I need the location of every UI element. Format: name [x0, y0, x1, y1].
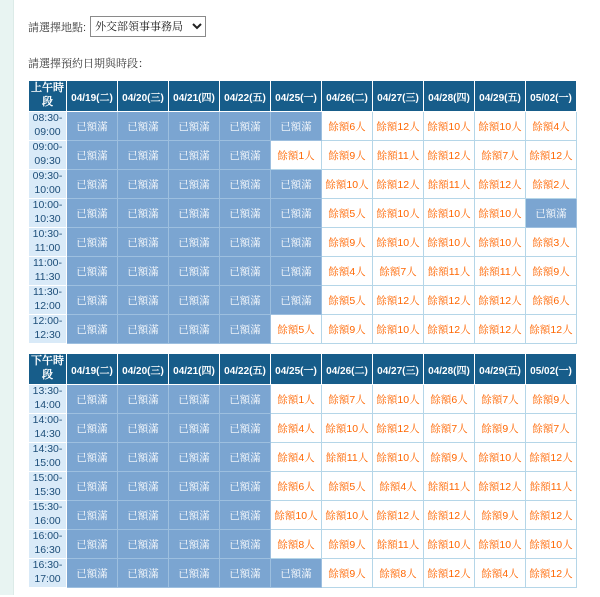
- slot-full: 已額滿: [67, 141, 118, 170]
- slot-open[interactable]: 餘額10人: [322, 414, 373, 443]
- slot-open[interactable]: 餘額1人: [271, 385, 322, 414]
- time-range: 14:00- 14:30: [29, 414, 67, 443]
- slot-full: 已額滿: [169, 530, 220, 559]
- time-range: 12:00- 12:30: [29, 315, 67, 344]
- date-header: 04/27(三): [373, 354, 424, 385]
- slot-open[interactable]: 餘額9人: [526, 257, 577, 286]
- time-range: 15:00- 15:30: [29, 472, 67, 501]
- slot-open[interactable]: 餘額12人: [526, 501, 577, 530]
- time-range: 08:30- 09:00: [29, 112, 67, 141]
- slot-open[interactable]: 餘額11人: [526, 472, 577, 501]
- slot-open[interactable]: 餘額4人: [271, 414, 322, 443]
- slot-open[interactable]: 餘額12人: [526, 559, 577, 588]
- date-header: 04/28(四): [424, 81, 475, 112]
- date-header: 05/02(一): [526, 81, 577, 112]
- slot-full: 已額滿: [67, 385, 118, 414]
- slot-open[interactable]: 餘額12人: [526, 443, 577, 472]
- slot-full: 已額滿: [220, 199, 271, 228]
- slot-open[interactable]: 餘額2人: [526, 170, 577, 199]
- slot-full: 已額滿: [67, 501, 118, 530]
- slot-open[interactable]: 餘額4人: [373, 472, 424, 501]
- slot-full: 已額滿: [118, 530, 169, 559]
- slot-open[interactable]: 餘額10人: [424, 199, 475, 228]
- slot-full: 已額滿: [67, 472, 118, 501]
- slot-open[interactable]: 餘額10人: [322, 170, 373, 199]
- slot-full: 已額滿: [67, 530, 118, 559]
- location-form-row: [28, 16, 588, 37]
- date-header: 04/26(二): [322, 81, 373, 112]
- slot-full: 已額滿: [118, 228, 169, 257]
- slot-full: 已額滿: [220, 286, 271, 315]
- slot-full: 已額滿: [220, 559, 271, 588]
- slot-open[interactable]: 餘額11人: [373, 141, 424, 170]
- slot-open[interactable]: 餘額5人: [322, 472, 373, 501]
- slot-open[interactable]: 餘額10人: [424, 228, 475, 257]
- slot-open[interactable]: 餘額10人: [373, 199, 424, 228]
- slot-open[interactable]: 餘額10人: [475, 530, 526, 559]
- slot-open[interactable]: 餘額10人: [373, 315, 424, 344]
- date-header: 04/19(二): [67, 81, 118, 112]
- slot-open[interactable]: 餘額5人: [271, 315, 322, 344]
- slot-full: 已額滿: [118, 385, 169, 414]
- slot-row: [29, 112, 577, 141]
- slot-row: [29, 385, 577, 414]
- date-header: 04/25(一): [271, 81, 322, 112]
- slot-open[interactable]: 餘額12人: [373, 501, 424, 530]
- slot-open[interactable]: 餘額4人: [526, 112, 577, 141]
- header-row: [29, 354, 577, 385]
- booking-content: [28, 0, 588, 597]
- time-range: 10:00- 10:30: [29, 199, 67, 228]
- slot-open[interactable]: 餘額7人: [526, 414, 577, 443]
- slot-open[interactable]: 餘額10人: [373, 443, 424, 472]
- slot-full: 已額滿: [67, 286, 118, 315]
- slot-row: [29, 199, 577, 228]
- date-header: 04/22(五): [220, 354, 271, 385]
- slot-full: 已額滿: [67, 170, 118, 199]
- time-period-header: 下午時段: [29, 354, 67, 385]
- slot-full: 已額滿: [169, 112, 220, 141]
- date-header: 04/25(一): [271, 354, 322, 385]
- date-header: 04/28(四): [424, 354, 475, 385]
- time-range: 16:00- 16:30: [29, 530, 67, 559]
- slot-full: 已額滿: [169, 286, 220, 315]
- slot-full: 已額滿: [118, 472, 169, 501]
- slot-full: 已額滿: [271, 257, 322, 286]
- time-range: 09:00- 09:30: [29, 141, 67, 170]
- time-range: 16:30- 17:00: [29, 559, 67, 588]
- slot-row: [29, 443, 577, 472]
- date-header: 05/02(一): [526, 354, 577, 385]
- slot-open[interactable]: 餘額7人: [322, 385, 373, 414]
- slot-open[interactable]: 餘額11人: [424, 257, 475, 286]
- slot-open[interactable]: 餘額9人: [322, 559, 373, 588]
- slot-open[interactable]: 餘額10人: [475, 199, 526, 228]
- slot-open[interactable]: 餘額10人: [373, 385, 424, 414]
- slot-open[interactable]: 餘額4人: [271, 443, 322, 472]
- slot-open[interactable]: 餘額12人: [526, 141, 577, 170]
- slot-open[interactable]: 餘額11人: [475, 257, 526, 286]
- time-range: 15:30- 16:00: [29, 501, 67, 530]
- date-header: 04/20(三): [118, 354, 169, 385]
- slot-full: 已額滿: [67, 443, 118, 472]
- slot-open[interactable]: 餘額10人: [526, 530, 577, 559]
- slot-full: 已額滿: [271, 199, 322, 228]
- slot-open[interactable]: 餘額8人: [373, 559, 424, 588]
- slot-open[interactable]: 餘額9人: [322, 141, 373, 170]
- date-header: 04/21(四): [169, 354, 220, 385]
- slot-full: 已額滿: [118, 443, 169, 472]
- slot-full: 已額滿: [220, 472, 271, 501]
- slot-open[interactable]: 餘額12人: [475, 315, 526, 344]
- slot-full: 已額滿: [169, 414, 220, 443]
- slot-open[interactable]: 餘額8人: [271, 530, 322, 559]
- slot-open[interactable]: 餘額10人: [424, 530, 475, 559]
- slot-row: [29, 286, 577, 315]
- slot-open[interactable]: 餘額9人: [424, 443, 475, 472]
- slot-full: 已額滿: [118, 559, 169, 588]
- slot-open[interactable]: 餘額10人: [475, 443, 526, 472]
- slot-open[interactable]: 餘額11人: [373, 530, 424, 559]
- slot-open[interactable]: 餘額12人: [373, 170, 424, 199]
- date-header: 04/29(五): [475, 81, 526, 112]
- slot-full: 已額滿: [271, 112, 322, 141]
- slot-open[interactable]: 餘額12人: [424, 501, 475, 530]
- slot-open[interactable]: 餘額11人: [424, 472, 475, 501]
- slot-full: 已額滿: [118, 286, 169, 315]
- slot-full: 已額滿: [67, 199, 118, 228]
- slot-open[interactable]: 餘額5人: [322, 286, 373, 315]
- slot-full: 已額滿: [526, 199, 577, 228]
- time-range: 11:00- 11:30: [29, 257, 67, 286]
- slot-open[interactable]: 餘額6人: [271, 472, 322, 501]
- slot-full: 已額滿: [271, 559, 322, 588]
- slot-open[interactable]: 餘額11人: [424, 170, 475, 199]
- slot-open[interactable]: 餘額12人: [373, 112, 424, 141]
- slot-row: [29, 530, 577, 559]
- time-range: 09:30- 10:00: [29, 170, 67, 199]
- slot-open[interactable]: 餘額7人: [424, 414, 475, 443]
- slot-row: [29, 414, 577, 443]
- date-header: 04/20(三): [118, 81, 169, 112]
- slot-open[interactable]: 餘額12人: [475, 472, 526, 501]
- slot-open[interactable]: 餘額4人: [322, 257, 373, 286]
- date-header: 04/22(五): [220, 81, 271, 112]
- location-select[interactable]: [90, 16, 206, 37]
- slot-full: 已額滿: [118, 141, 169, 170]
- date-header: 04/19(二): [67, 354, 118, 385]
- slot-full: 已額滿: [220, 112, 271, 141]
- slot-full: 已額滿: [169, 501, 220, 530]
- slot-open[interactable]: 餘額10人: [475, 228, 526, 257]
- slot-full: 已額滿: [67, 257, 118, 286]
- slot-open[interactable]: 餘額10人: [424, 112, 475, 141]
- page-left-margin-strip: [0, 0, 14, 595]
- date-header: 04/21(四): [169, 81, 220, 112]
- slot-full: 已額滿: [271, 286, 322, 315]
- slot-full: 已額滿: [220, 170, 271, 199]
- slot-open[interactable]: 餘額12人: [526, 315, 577, 344]
- time-range: 14:30- 15:00: [29, 443, 67, 472]
- slot-full: 已額滿: [118, 170, 169, 199]
- slot-full: 已額滿: [169, 315, 220, 344]
- date-header: 04/26(二): [322, 354, 373, 385]
- slot-full: 已額滿: [220, 443, 271, 472]
- slot-open[interactable]: 餘額9人: [322, 530, 373, 559]
- slot-open[interactable]: 餘額1人: [271, 141, 322, 170]
- slot-open[interactable]: 餘額12人: [373, 414, 424, 443]
- slot-row: [29, 141, 577, 170]
- slot-open[interactable]: 餘額5人: [322, 199, 373, 228]
- slot-open[interactable]: 餘額12人: [475, 170, 526, 199]
- slot-open[interactable]: 餘額12人: [424, 141, 475, 170]
- slot-full: 已額滿: [169, 559, 220, 588]
- slot-full: 已額滿: [220, 228, 271, 257]
- slot-full: 已額滿: [67, 559, 118, 588]
- slot-full: 已額滿: [271, 228, 322, 257]
- slot-open[interactable]: 餘額4人: [475, 559, 526, 588]
- slot-open[interactable]: 餘額10人: [271, 501, 322, 530]
- slot-row: [29, 257, 577, 286]
- slot-full: 已額滿: [169, 170, 220, 199]
- slot-full: 已額滿: [169, 257, 220, 286]
- slot-full: 已額滿: [118, 257, 169, 286]
- slot-open[interactable]: 餘額11人: [322, 443, 373, 472]
- slot-full: 已額滿: [118, 414, 169, 443]
- time-range: 11:30- 12:00: [29, 286, 67, 315]
- date-header: 04/29(五): [475, 354, 526, 385]
- slot-full: 已額滿: [169, 472, 220, 501]
- slot-open[interactable]: 餘額7人: [475, 141, 526, 170]
- time-range: 13:30- 14:00: [29, 385, 67, 414]
- slot-open[interactable]: 餘額12人: [424, 286, 475, 315]
- slot-full: 已額滿: [220, 385, 271, 414]
- slot-full: 已額滿: [169, 228, 220, 257]
- slot-open[interactable]: 餘額7人: [373, 257, 424, 286]
- slot-full: 已額滿: [169, 443, 220, 472]
- slot-full: 已額滿: [118, 112, 169, 141]
- slot-row: [29, 170, 577, 199]
- slot-open[interactable]: 餘額10人: [373, 228, 424, 257]
- slot-full: 已額滿: [220, 257, 271, 286]
- header-row: [29, 81, 577, 112]
- slot-open[interactable]: 餘額9人: [322, 228, 373, 257]
- slot-full: 已額滿: [118, 501, 169, 530]
- slot-full: 已額滿: [169, 141, 220, 170]
- slot-full: 已額滿: [67, 315, 118, 344]
- slot-full: 已額滿: [271, 170, 322, 199]
- slot-open[interactable]: 餘額6人: [322, 112, 373, 141]
- slot-full: 已額滿: [67, 228, 118, 257]
- slot-open[interactable]: 餘額12人: [424, 559, 475, 588]
- slot-full: 已額滿: [67, 112, 118, 141]
- slot-row: [29, 315, 577, 344]
- slot-open[interactable]: 餘額9人: [475, 414, 526, 443]
- afternoon-slots-table: [28, 353, 577, 588]
- slot-row: [29, 472, 577, 501]
- slot-full: 已額滿: [220, 501, 271, 530]
- slot-open[interactable]: 餘額6人: [526, 286, 577, 315]
- slot-open[interactable]: 餘額9人: [475, 501, 526, 530]
- slot-full: 已額滿: [220, 414, 271, 443]
- slot-open[interactable]: 餘額12人: [373, 286, 424, 315]
- slot-open[interactable]: 餘額12人: [424, 315, 475, 344]
- time-period-header: 上午時段: [29, 81, 67, 112]
- slot-full: 已額滿: [67, 414, 118, 443]
- morning-slots-table: [28, 80, 577, 344]
- slot-open[interactable]: 餘額3人: [526, 228, 577, 257]
- slot-full: 已額滿: [169, 199, 220, 228]
- slot-row: [29, 501, 577, 530]
- slot-open[interactable]: 餘額9人: [322, 315, 373, 344]
- slot-open[interactable]: 餘額7人: [475, 385, 526, 414]
- slot-open[interactable]: 餘額12人: [475, 286, 526, 315]
- slot-open[interactable]: 餘額10人: [475, 112, 526, 141]
- slot-row: [29, 559, 577, 588]
- date-header: 04/27(三): [373, 81, 424, 112]
- time-range: 10:30- 11:00: [29, 228, 67, 257]
- slot-full: 已額滿: [169, 385, 220, 414]
- schedule-label: 請選擇預約日期與時段：: [28, 58, 149, 70]
- slot-full: 已額滿: [220, 141, 271, 170]
- slot-full: 已額滿: [118, 199, 169, 228]
- slot-full: 已額滿: [118, 315, 169, 344]
- slot-open[interactable]: 餘額10人: [322, 501, 373, 530]
- slot-open[interactable]: 餘額9人: [526, 385, 577, 414]
- location-label: 請選擇地點:: [28, 21, 87, 34]
- slot-row: [29, 228, 577, 257]
- slot-full: 已額滿: [220, 315, 271, 344]
- slot-open[interactable]: 餘額6人: [424, 385, 475, 414]
- slot-full: 已額滿: [220, 530, 271, 559]
